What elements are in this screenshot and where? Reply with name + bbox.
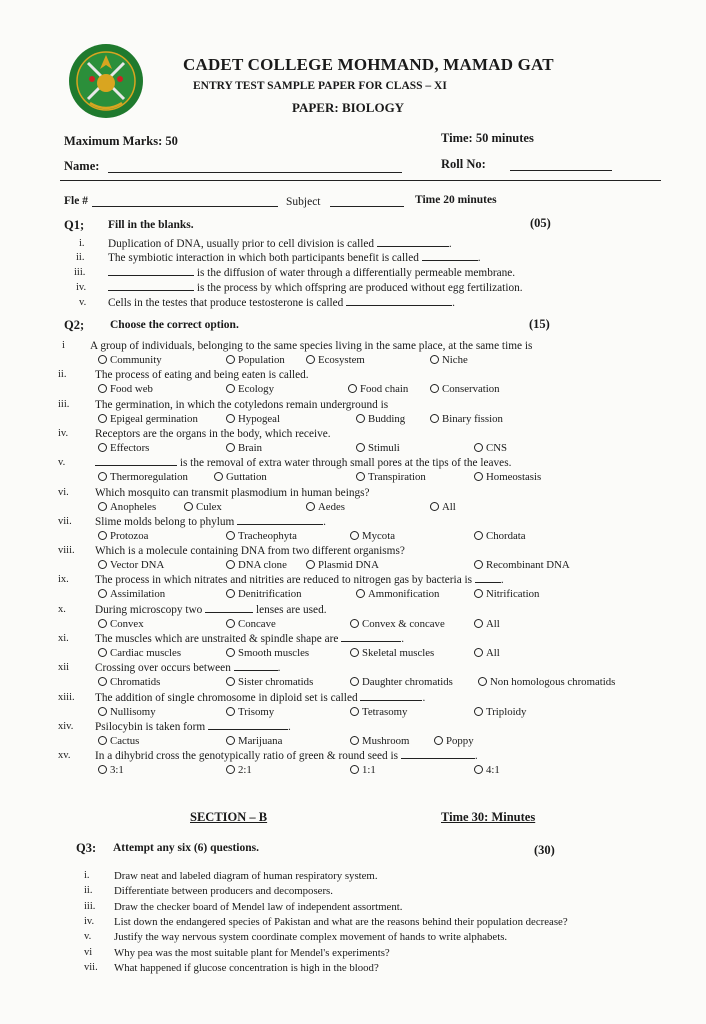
mcq-option-label: 4:1 — [486, 764, 500, 777]
mcq-option[interactable] — [430, 383, 500, 395]
mcq-number: viii. — [58, 545, 75, 557]
max-marks: Maximum Marks: 50 — [64, 134, 178, 148]
radio-circle-icon[interactable] — [98, 589, 107, 598]
q1-item-3 — [108, 267, 515, 279]
mcq-option[interactable] — [350, 676, 453, 688]
radio-circle-icon[interactable] — [98, 765, 107, 774]
roll-label: Roll No: — [441, 157, 486, 171]
mcq-option[interactable] — [226, 706, 274, 718]
radio-circle-icon[interactable] — [98, 707, 107, 716]
mcq-option-label: Poppy — [446, 734, 474, 747]
radio-circle-icon[interactable] — [226, 648, 235, 657]
mcq-question-text: The muscles which are unstraited & spindle shape are — [95, 633, 339, 645]
mcq-number: ix. — [58, 574, 69, 586]
mcq-question-text: The addition of single chromosome in diploid set is called — [95, 691, 358, 704]
radio-circle-icon[interactable] — [98, 472, 107, 481]
mcq-option-label: Tracheophyta — [238, 529, 297, 542]
radio-circle-icon[interactable] — [348, 384, 357, 393]
blank[interactable] — [401, 758, 475, 759]
mcq-option-label: Anopheles — [110, 500, 157, 513]
q1-item-5 — [108, 297, 455, 309]
q3-item-number: i. — [84, 870, 90, 881]
mcq-option[interactable] — [226, 442, 262, 454]
mcq-option-label: Non homologous chromatids — [490, 676, 616, 689]
radio-circle-icon[interactable] — [474, 443, 483, 452]
mcq-option-label: Hypogeal — [238, 412, 280, 425]
q1-text: is the process by which offspring are produced without egg fertilization. — [196, 282, 523, 294]
mcq-option[interactable] — [474, 530, 526, 542]
radio-circle-icon[interactable] — [474, 589, 483, 598]
radio-circle-icon[interactable] — [430, 502, 439, 511]
radio-circle-icon[interactable] — [226, 560, 235, 569]
mcq-option-label: Thermoregulation — [110, 471, 188, 484]
mcq-option-label: Ammonification — [368, 588, 440, 601]
subject-field[interactable] — [330, 206, 404, 207]
q1-text: is the diffusion of water through a differentially permeable membrane. — [196, 267, 516, 279]
q3-marks: (30) — [534, 843, 555, 857]
radio-circle-icon[interactable] — [350, 707, 359, 716]
q3-item-text: Draw neat and labeled diagram of human respiratory system. — [114, 870, 378, 882]
radio-circle-icon[interactable] — [98, 736, 107, 745]
radio-circle-icon[interactable] — [226, 707, 235, 716]
mcq-option-label: Mushroom — [362, 734, 410, 747]
mcq-option[interactable] — [430, 413, 503, 425]
mcq-number: xiv. — [58, 720, 74, 732]
q1-text: Duplication of DNA, usually prior to cell division is called — [108, 238, 375, 250]
mcq-option[interactable] — [474, 588, 539, 600]
mcq-question — [95, 369, 309, 381]
radio-circle-icon[interactable] — [226, 589, 235, 598]
mcq-option-label: Community — [110, 354, 162, 366]
mcq-option-label: Food web — [110, 383, 153, 396]
mcq-option[interactable] — [226, 413, 280, 425]
radio-circle-icon[interactable] — [184, 502, 193, 511]
radio-circle-icon[interactable] — [98, 648, 107, 657]
mcq-option[interactable] — [474, 559, 570, 571]
mcq-question: In a dihybrid cross the genotypically ratio of green & round seed is . — [95, 750, 478, 763]
radio-circle-icon[interactable] — [98, 677, 107, 686]
radio-circle-icon[interactable] — [98, 384, 107, 393]
mcq-option[interactable] — [306, 559, 379, 571]
mcq-option-label: Mycota — [362, 529, 395, 542]
mcq-number: ii. — [58, 369, 67, 381]
mcq-option-label: Effectors — [110, 441, 150, 454]
mcq-option[interactable] — [348, 383, 408, 395]
mcq-option[interactable] — [184, 501, 222, 513]
mcq-option[interactable] — [98, 383, 153, 395]
radio-circle-icon[interactable] — [226, 355, 235, 364]
mcq-option-label: Ecology — [238, 383, 274, 396]
mcq-option-label: Food chain — [360, 383, 409, 396]
mcq-question-text: Slime molds belong to phylum — [95, 515, 235, 528]
mcq-question-text: Which mosquito can transmit plasmodium in human beings? — [95, 486, 370, 499]
mcq-option[interactable] — [98, 530, 148, 542]
mcq-option-label: Culex — [196, 500, 222, 513]
college-title: CADET COLLEGE MOHMAND, MAMAD GAT — [183, 55, 554, 74]
mcq-option-label: All — [486, 647, 500, 659]
mcq-option[interactable] — [474, 764, 500, 776]
radio-circle-icon[interactable] — [226, 384, 235, 393]
mcq-option-label: Convex — [110, 617, 144, 630]
radio-circle-icon[interactable] — [226, 736, 235, 745]
mcq-option-label: Cardiac muscles — [110, 647, 182, 659]
radio-circle-icon[interactable] — [356, 472, 365, 481]
q1-item-num: i. — [79, 238, 85, 249]
radio-circle-icon[interactable] — [350, 619, 359, 628]
mcq-option[interactable] — [226, 383, 274, 395]
mcq-option-label: Smooth muscles — [238, 647, 310, 659]
mcq-question — [90, 340, 532, 352]
blank[interactable] — [360, 700, 422, 701]
mcq-option[interactable] — [226, 354, 285, 366]
mcq-option-label: Population — [238, 354, 285, 366]
mcq-question: The process in which nitrates and nitrities are reduced to nitrogen gas by bacteria is . — [95, 574, 504, 587]
radio-circle-icon[interactable] — [98, 355, 107, 364]
mcq-question: Crossing over occurs between . — [95, 662, 281, 675]
mcq-option-label: Binary fission — [442, 412, 503, 425]
radio-circle-icon[interactable] — [474, 707, 483, 716]
radio-circle-icon[interactable] — [474, 472, 483, 481]
radio-circle-icon[interactable] — [226, 765, 235, 774]
mcq-question-text: In a dihybrid cross the genotypically ratio of green & round seed is — [95, 750, 399, 763]
radio-circle-icon[interactable] — [350, 648, 359, 657]
mcq-option-label: DNA clone — [238, 559, 287, 572]
file-field[interactable] — [92, 206, 278, 207]
mcq-option-label: Cactus — [110, 734, 140, 747]
mcq-option-label: Trisomy — [238, 705, 275, 718]
mcq-option[interactable] — [98, 676, 160, 688]
mcq-option-label: Plasmid DNA — [318, 559, 379, 572]
file-label: Fle # — [64, 195, 88, 207]
subject-label: Subject — [286, 196, 321, 208]
mcq-option[interactable] — [356, 442, 400, 454]
radio-circle-icon[interactable] — [306, 355, 315, 364]
q1-text: Cells in the testes that produce testosterone is called — [108, 297, 344, 309]
section-b-time: Time 30: Minutes — [441, 810, 536, 824]
mcq-option[interactable] — [98, 706, 156, 718]
radio-circle-icon[interactable] — [214, 472, 223, 481]
q2-title: Choose the correct option. — [110, 319, 239, 331]
mcq-question-text: Which is a molecule containing DNA from two different organisms? — [95, 545, 405, 558]
blank[interactable] — [237, 524, 323, 525]
mcq-option[interactable] — [356, 588, 439, 600]
mcq-option[interactable] — [98, 618, 144, 630]
mcq-option-label: Homeostasis — [486, 471, 542, 484]
mcq-option-label: Convex & concave — [362, 617, 445, 630]
blank[interactable] — [475, 582, 501, 583]
mcq-option-label: Conservation — [442, 383, 500, 396]
radio-circle-icon[interactable] — [434, 736, 443, 745]
q1-item-4 — [108, 282, 523, 294]
roll-field[interactable] — [510, 170, 612, 171]
radio-circle-icon[interactable] — [430, 414, 439, 423]
q3-number: Q3: — [76, 841, 97, 855]
mcq-option-label: 2:1 — [238, 764, 252, 777]
radio-circle-icon[interactable] — [430, 384, 439, 393]
blank[interactable] — [346, 305, 452, 306]
mcq-option[interactable] — [350, 764, 376, 776]
mcq-question — [95, 457, 511, 469]
paper-subject-title: PAPER: BIOLOGY — [292, 100, 405, 115]
mcq-option[interactable] — [474, 647, 500, 659]
q1-marks: (05) — [530, 216, 551, 230]
q1-text: . — [477, 252, 481, 264]
mcq-question-text: The process in which nitrates and nitrities are reduced to nitrogen gas by bacteria is — [95, 574, 473, 587]
mcq-option[interactable] — [356, 413, 405, 425]
paper-subtitle: ENTRY TEST SAMPLE PAPER FOR CLASS – XI — [193, 80, 447, 92]
mcq-option[interactable] — [98, 501, 156, 513]
q3-item-number: vi — [84, 946, 93, 958]
radio-circle-icon[interactable] — [226, 619, 235, 628]
mcq-option-label: Protozoa — [110, 529, 149, 542]
radio-circle-icon[interactable] — [474, 560, 483, 569]
q3-item-number: iii. — [84, 900, 96, 912]
q3-item-number: ii. — [84, 885, 93, 897]
mcq-number: vi. — [58, 486, 69, 498]
q3-item-text: List down the endangered species of Pakistan and what are the reasons behind their population decrease? — [114, 915, 568, 928]
mcq-option-label: Niche — [442, 354, 468, 366]
mcq-option-label: Chordata — [486, 529, 526, 542]
mcq-option-label: Transpiration — [368, 471, 426, 484]
mcq-option-label: 3:1 — [110, 764, 124, 777]
mcq-option[interactable] — [434, 735, 474, 747]
q1-item-num: ii. — [76, 252, 85, 263]
blank[interactable] — [108, 290, 194, 291]
mcq-option[interactable] — [214, 471, 267, 483]
mcq-question — [95, 545, 405, 557]
mcq-option-label: Chromatids — [110, 676, 161, 689]
mcq-option[interactable] — [430, 354, 468, 366]
q1-title: Fill in the blanks. — [108, 219, 194, 231]
mcq-question-text: During microscopy two — [95, 603, 203, 616]
radio-circle-icon[interactable] — [306, 502, 315, 511]
mcq-option[interactable] — [226, 676, 313, 688]
radio-circle-icon[interactable] — [226, 677, 235, 686]
radio-circle-icon[interactable] — [478, 677, 487, 686]
mcq-option[interactable] — [478, 676, 615, 688]
mcq-option-label: Daughter chromatids — [362, 676, 453, 689]
mcq-question — [95, 399, 388, 411]
mcq-question: Slime molds belong to phylum . — [95, 515, 326, 528]
mcq-option-label: CNS — [486, 441, 508, 454]
q1-text: The symbiotic interaction in which both participants benefit is called — [108, 252, 419, 264]
radio-circle-icon[interactable] — [226, 443, 235, 452]
mcq-question-text: Crossing over occurs between — [95, 662, 231, 675]
mcq-option[interactable] — [98, 735, 139, 747]
mcq-question-text: Psilocybin is taken form — [95, 720, 206, 733]
mcq-question: The addition of single chromosome in diploid set is called . — [95, 691, 426, 704]
mcq-option-label: 1:1 — [362, 764, 376, 777]
mcq-option[interactable] — [226, 588, 302, 600]
radio-circle-icon[interactable] — [98, 414, 107, 423]
mcq-option[interactable] — [306, 501, 345, 513]
mcq-option[interactable] — [350, 647, 434, 659]
mcq-option[interactable] — [474, 618, 500, 630]
mcq-option[interactable] — [226, 764, 252, 776]
mcq-option-label: Stimuli — [368, 441, 400, 454]
mcq-option[interactable] — [356, 471, 426, 483]
q2-number: Q2; — [64, 318, 85, 332]
mcq-option-label: Sister chromatids — [238, 676, 314, 689]
radio-circle-icon[interactable] — [226, 414, 235, 423]
radio-circle-icon[interactable] — [306, 560, 315, 569]
q3-item-number: v. — [84, 931, 92, 943]
radio-circle-icon[interactable] — [474, 531, 483, 540]
mcq-number: i — [62, 340, 65, 351]
radio-circle-icon[interactable] — [474, 765, 483, 774]
radio-circle-icon[interactable] — [98, 443, 107, 452]
radio-circle-icon[interactable] — [356, 414, 365, 423]
section-b-title: SECTION – B — [190, 810, 268, 824]
mcq-option-label: Nullisomy — [110, 705, 156, 718]
q1-item-num: iii. — [74, 267, 86, 278]
mcq-option[interactable] — [474, 706, 526, 718]
q2-marks: (15) — [529, 317, 550, 331]
mcq-option-label: Tetrasomy — [362, 705, 408, 718]
q1-number: Q1; — [64, 218, 85, 232]
blank[interactable] — [341, 641, 401, 642]
radio-circle-icon[interactable] — [350, 736, 359, 745]
mcq-number: iv. — [58, 427, 69, 439]
mcq-option-label: Recombinant DNA — [486, 559, 570, 572]
mcq-option[interactable] — [98, 647, 181, 659]
mcq-question-text: lenses are used. — [255, 603, 327, 616]
divider — [60, 180, 661, 181]
mcq-option-label: Ecosystem — [318, 354, 365, 366]
mcq-option-label: Marijuana — [238, 734, 283, 747]
mcq-option-label: Brain — [238, 441, 262, 454]
mcq-number: xv. — [58, 750, 71, 762]
mcq-number: iii. — [58, 398, 70, 410]
total-time: Time: 50 minutes — [441, 131, 534, 145]
q3-item-text: Why pea was the most suitable plant for Mendel's experiments? — [114, 946, 390, 959]
mcq-option[interactable] — [430, 501, 456, 513]
blank[interactable] — [208, 729, 288, 730]
radio-circle-icon[interactable] — [350, 531, 359, 540]
mcq-option-label: Vector DNA — [110, 559, 165, 572]
mcq-question-text: Receptors are the organs in the body, which receive. — [95, 427, 331, 440]
mcq-question — [95, 604, 327, 616]
college-crest-logo — [68, 43, 144, 119]
mcq-option[interactable] — [350, 735, 409, 747]
mcq-option[interactable] — [98, 413, 198, 425]
q1-item-1 — [108, 238, 452, 250]
mcq-option[interactable] — [226, 530, 297, 542]
blank[interactable] — [234, 670, 278, 671]
name-label: Name: — [64, 159, 100, 173]
mcq-option-label: Aedes — [318, 500, 345, 513]
q1-item-2 — [108, 252, 481, 264]
q3-item-text: Justify the way nervous system coordinate complex movement of hands to write alphabets. — [114, 931, 508, 944]
mcq-option[interactable] — [226, 618, 276, 630]
mcq-option-label: Guttation — [226, 471, 267, 484]
mcq-option[interactable] — [350, 706, 407, 718]
mcq-option[interactable] — [226, 735, 282, 747]
mcq-question-text: The germination, in which the cotyledons remain underground is — [95, 398, 389, 411]
q1-item-num: v. — [79, 297, 87, 308]
mcq-option[interactable] — [98, 588, 165, 600]
mcq-option[interactable] — [226, 559, 287, 571]
q1-item-num: iv. — [76, 282, 87, 293]
mcq-number: vii. — [58, 515, 72, 527]
mcq-question-text: A group of individuals, belonging to the same species living in the same place, at the same time is — [90, 340, 533, 352]
mcq-option[interactable] — [226, 647, 309, 659]
mcq-option-label: Concave — [238, 617, 276, 630]
mcq-option-label: Nitrification — [486, 588, 540, 601]
blank[interactable] — [377, 246, 449, 247]
q3-item-number: iv. — [84, 915, 95, 927]
mcq-option-label: All — [486, 617, 500, 630]
mcq-number: v. — [58, 457, 66, 469]
mcq-option[interactable] — [98, 471, 188, 483]
mcq-option[interactable] — [98, 442, 149, 454]
section-a-time: Time 20 minutes — [415, 194, 497, 206]
mcq-option-label: Triploidy — [486, 705, 527, 718]
mcq-option[interactable] — [350, 618, 445, 630]
mcq-option[interactable] — [474, 471, 541, 483]
mcq-option[interactable] — [98, 354, 162, 366]
blank[interactable] — [108, 275, 194, 276]
q3-item-number: vii. — [84, 961, 98, 973]
mcq-option[interactable] — [306, 354, 365, 366]
radio-circle-icon[interactable] — [474, 619, 483, 628]
mcq-option-label: Assimilation — [110, 588, 166, 601]
radio-circle-icon[interactable] — [356, 589, 365, 598]
mcq-question-text: is the removal of extra water through small pores at the tips of the leaves. — [179, 457, 512, 470]
radio-circle-icon[interactable] — [356, 443, 365, 452]
mcq-option-label: Denitrification — [238, 588, 302, 601]
blank[interactable] — [205, 612, 253, 613]
mcq-option[interactable] — [350, 530, 395, 542]
mcq-option[interactable] — [98, 559, 164, 571]
mcq-number: x. — [58, 603, 66, 615]
mcq-option[interactable] — [98, 764, 124, 776]
q3-instruction: Attempt any six (6) questions. — [113, 842, 259, 854]
name-field[interactable] — [108, 172, 402, 173]
mcq-option[interactable] — [474, 442, 507, 454]
radio-circle-icon[interactable] — [430, 355, 439, 364]
mcq-option-label: All — [442, 500, 456, 513]
mcq-question — [95, 428, 331, 440]
radio-circle-icon[interactable] — [98, 619, 107, 628]
mcq-option-label: Skeletal muscles — [362, 647, 435, 659]
radio-circle-icon[interactable] — [98, 502, 107, 511]
mcq-question: Psilocybin is taken form . — [95, 720, 291, 733]
mcq-number: xii — [58, 662, 70, 674]
radio-circle-icon[interactable] — [98, 560, 107, 569]
mcq-number: xiii. — [58, 691, 75, 703]
radio-circle-icon[interactable] — [98, 531, 107, 540]
mcq-option-label: Epigeal germination — [110, 412, 198, 425]
q3-item-text: Draw the checker board of Mendel law of independent assortment. — [114, 900, 403, 913]
radio-circle-icon[interactable] — [474, 648, 483, 657]
blank[interactable] — [422, 260, 478, 261]
mcq-number: xi. — [58, 633, 69, 644]
radio-circle-icon[interactable] — [226, 531, 235, 540]
radio-circle-icon[interactable] — [350, 677, 359, 686]
mcq-question-text: The process of eating and being eaten is called. — [95, 369, 309, 382]
mcq-question — [95, 487, 370, 499]
mcq-question: The muscles which are unstraited & spindle shape are . — [95, 633, 405, 645]
radio-circle-icon[interactable] — [350, 765, 359, 774]
blank[interactable] — [95, 465, 177, 466]
q3-item-text: Differentiate between producers and decomposers. — [114, 885, 333, 898]
q3-item-text: What happened if glucose concentration is high in the blood? — [114, 961, 379, 974]
q1-text: . — [452, 297, 455, 309]
q1-text: . — [448, 238, 452, 250]
mcq-option-label: Budding — [368, 412, 406, 425]
